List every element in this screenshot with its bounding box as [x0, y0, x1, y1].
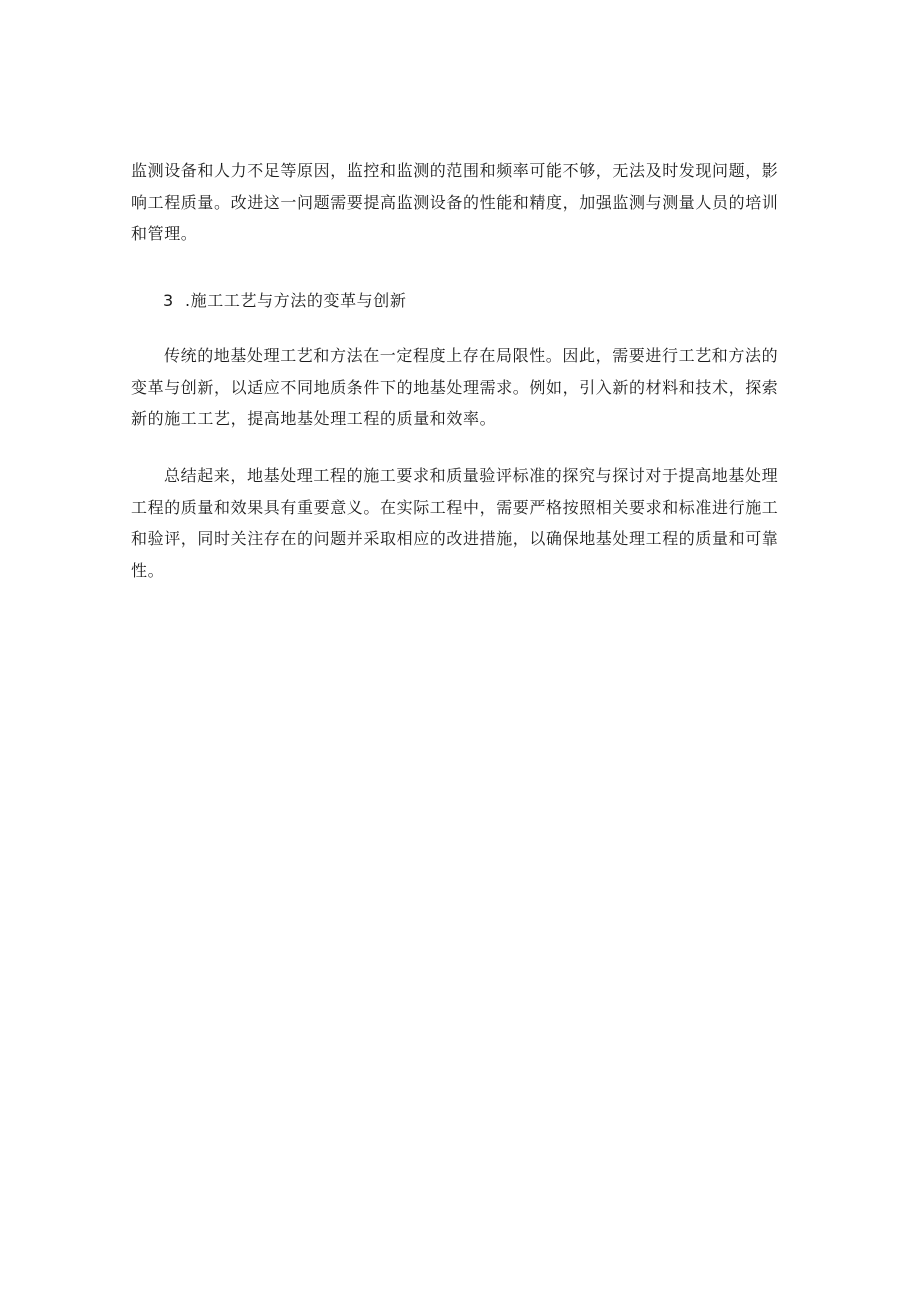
section-title: .施工工艺与方法的变革与创新 — [185, 291, 407, 310]
section-number: 3 — [163, 291, 174, 310]
paragraph-summary: 总结起来，地基处理工程的施工要求和质量验评标准的探究与探讨对于提高地基处理工程的质量和效果具有重要意义。在实际工程中，需要严格按照相关要求和标准进行施工和验评，同时关注存在的问题并采取相应的改进措施，以确保地基处理工程的质量和可靠性。 — [131, 466, 779, 580]
section-heading — [163, 289, 407, 313]
paragraph-innovation: 传统的地基处理工艺和方法在一定程度上存在局限性。因此，需要进行工艺和方法的变革与创新，以适应不同地质条件下的地基处理需求。例如，引入新的材料和技术，探索新的施工工艺，提高地基处理工程的质量和效率。 — [131, 346, 779, 428]
paragraph-monitoring-issue: 监测设备和人力不足等原因，监控和监测的范围和频率可能不够，无法及时发现问题，影响工程质量。改进这一问题需要提高监测设备的性能和精度，加强监测与测量人员的培训和管理。 — [131, 161, 779, 243]
